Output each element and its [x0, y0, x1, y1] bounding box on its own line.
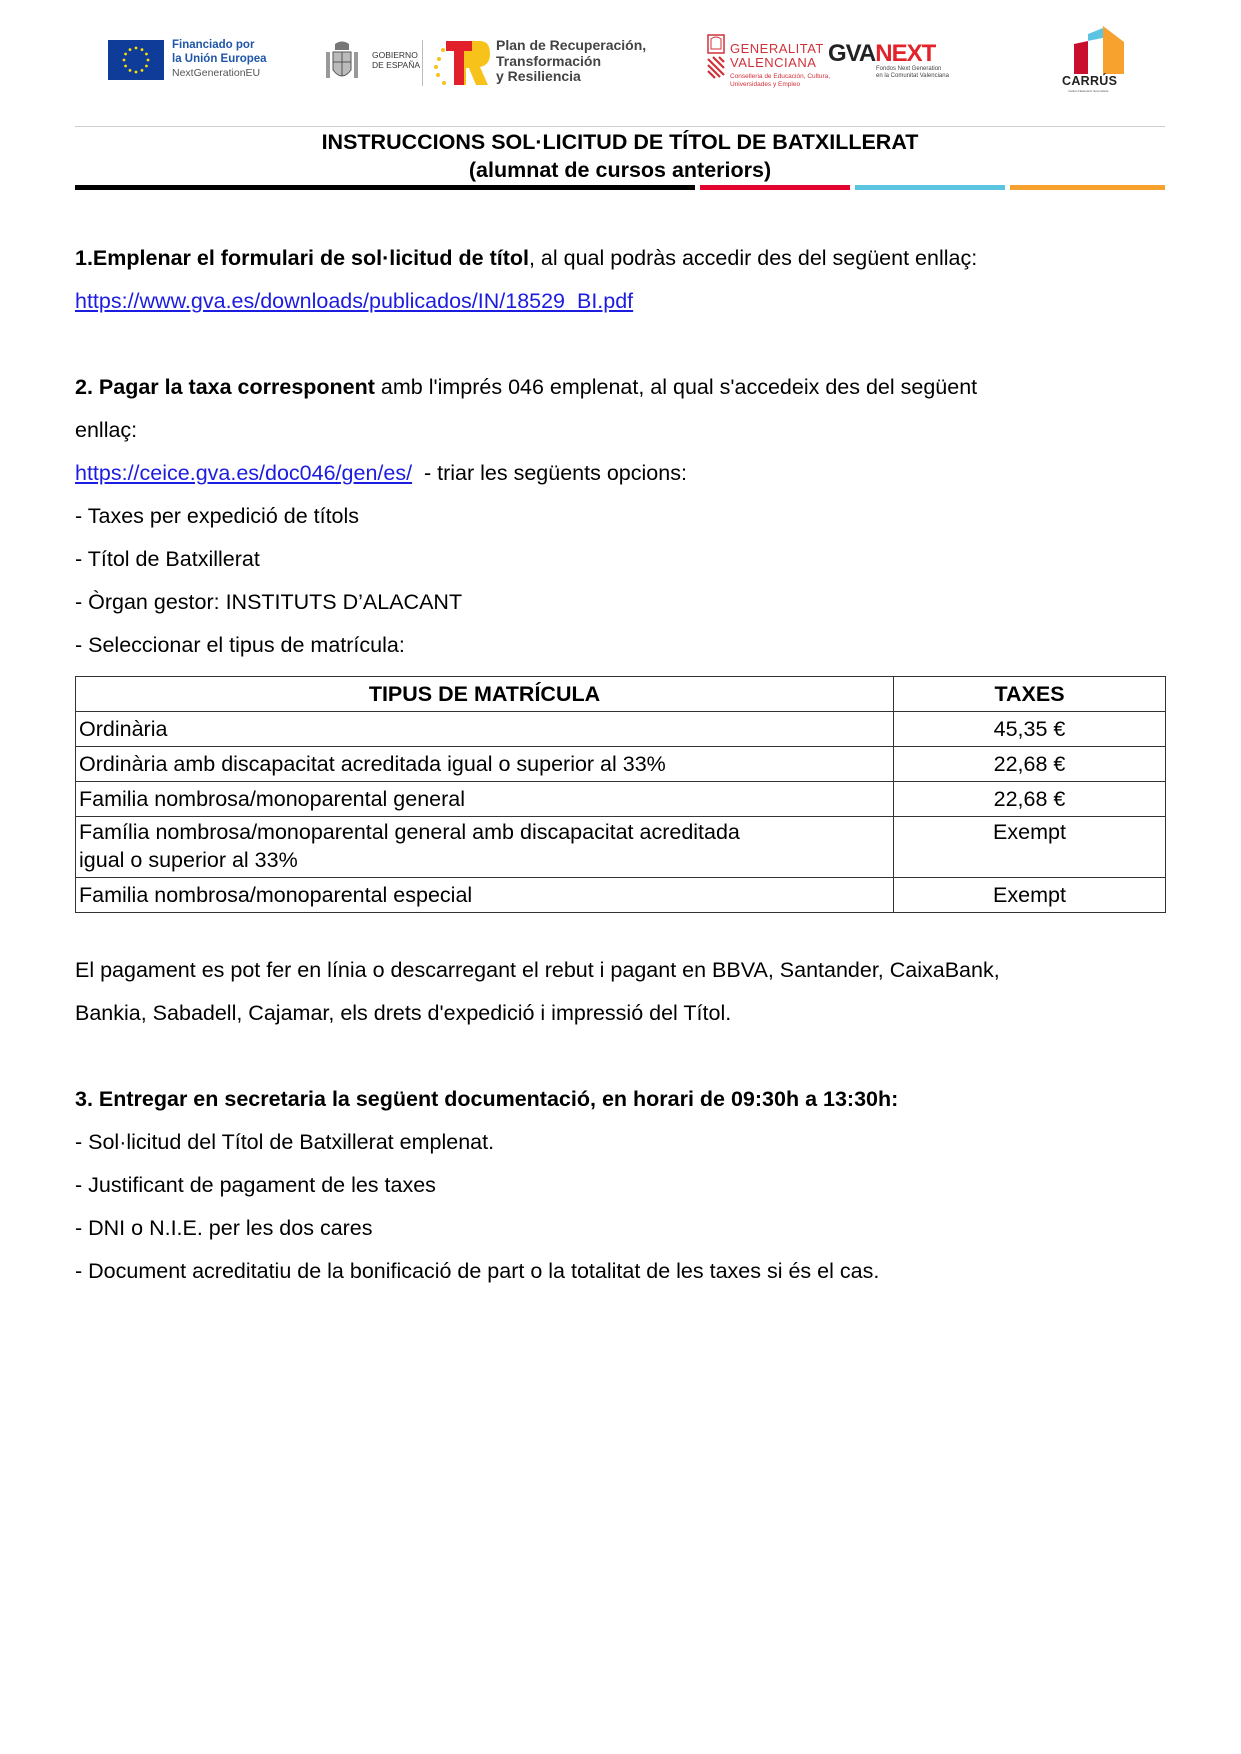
title-underline-black: [75, 185, 695, 190]
prtr-label: [496, 38, 646, 85]
title-underline-blue: [855, 185, 1005, 190]
carrus-building-logo-icon: [1070, 24, 1128, 74]
option-item: - Títol de Batxillerat: [75, 547, 260, 571]
row-type: Familia nombrosa/monoparental general: [76, 782, 894, 817]
payment-note-line2: Bankia, Sabadell, Cajamar, els drets d'expedició i impressió del Títol.: [75, 1001, 732, 1025]
row-fee: Exempt: [894, 878, 1166, 913]
prtr-line1: Plan de Recuperación,: [496, 37, 647, 53]
generalitat-shield-icon: [705, 33, 727, 81]
step3-bold: 3. Entregar en secretaria la següent documentació, en horari de 09:30h a 13:30h:: [75, 1087, 899, 1111]
row-type-line1: Família nombrosa/monoparental general amb discapacitat acreditada: [79, 820, 740, 844]
row-type: Familia nombrosa/monoparental especial: [76, 878, 894, 913]
option-item: - Òrgan gestor: INSTITUTS D’ALACANT: [75, 590, 463, 614]
step1-bold: 1.Emplenar el formulari de sol·licitud de títol: [75, 246, 529, 270]
gobierno-line2: DE ESPAÑA: [372, 60, 421, 70]
prtr-line2: Transformación: [496, 52, 602, 69]
row-type-line2: igual o superior al 33%: [79, 848, 298, 872]
generalitat-line2: VALENCIANA: [730, 55, 817, 70]
step1-heading: [75, 246, 977, 271]
eu-funding-label: [172, 38, 267, 80]
eu-text-line3: NextGenerationEU: [172, 67, 261, 79]
doc046-link[interactable]: https://ceice.gva.es/doc046/gen/es/: [75, 461, 413, 485]
table-row: [76, 712, 1166, 747]
payment-note-line1: El pagament es pot fer en línia o descarregant el rebut i pagant en BBVA, Santander, CaixaBank,: [75, 958, 1000, 982]
spain-coat-of-arms-icon: [325, 40, 359, 84]
step2-link-line: [75, 461, 687, 486]
step2-after-link: - triar les següents opcions:: [412, 461, 687, 485]
eu-flag-icon: [108, 40, 164, 80]
row-fee: 22,68 €: [894, 782, 1166, 817]
gvanext-sub1: Fondos Next Generation: [876, 66, 942, 72]
document-item: - Justificant de pagament de les taxes: [75, 1173, 436, 1197]
page-subtitle: (alumnat de cursos anteriors): [468, 158, 772, 182]
gobierno-line1: GOBIERNO: [372, 50, 418, 60]
row-type: [76, 817, 894, 878]
row-fee: 45,35 €: [894, 712, 1166, 747]
option-item: - Seleccionar el tipus de matrícula:: [75, 633, 405, 657]
conselleria-line1: Conselleria de Educación, Cultura,: [730, 73, 831, 80]
step2-bold: 2. Pagar la taxa corresponent: [75, 375, 375, 399]
header-tipus: TIPUS DE MATRÍCULA: [76, 677, 894, 712]
conselleria-label: [730, 73, 830, 89]
document-item: - Document acreditatiu de la bonificació de part o la totalitat de les taxes si és el cas.: [75, 1259, 880, 1283]
page-title: INSTRUCCIONS SOL·LICITUD DE TÍTOL DE BATXILLERAT: [321, 130, 919, 154]
table-row: [76, 747, 1166, 782]
row-type: Ordinària: [76, 712, 894, 747]
header-divider: [75, 126, 1165, 127]
step2-text-cont: enllaç:: [75, 418, 138, 442]
gvanext-logo: [828, 40, 935, 68]
eu-text-line1: Financiado por: [172, 39, 255, 51]
table-row: [76, 817, 1166, 878]
header-taxes: TAXES: [894, 677, 1166, 712]
gvanext-next: NEXT: [875, 40, 936, 67]
prtr-line3: y Resiliencia: [496, 68, 581, 84]
prtr-tr-logo-icon: [432, 37, 490, 87]
document-item: - Sol·licitud del Títol de Batxillerat emplenat.: [75, 1130, 495, 1154]
row-fee: Exempt: [894, 817, 1166, 878]
row-fee: 22,68 €: [894, 747, 1166, 782]
step2-heading: [75, 375, 977, 400]
title-underline-orange: [1010, 185, 1165, 190]
table-row: [76, 878, 1166, 913]
gvanext-subtitle: [876, 66, 949, 80]
document-item: - DNI o N.I.E. per les dos cares: [75, 1216, 373, 1240]
title-underline-red: [700, 185, 850, 190]
table-header-row: [76, 677, 1166, 712]
gobierno-label: [372, 50, 420, 70]
step1-text: , al qual podràs accedir des del següent enllaç:: [528, 246, 978, 270]
conselleria-line2: Universidades y Empleo: [730, 81, 801, 88]
option-item: - Taxes per expedició de títols: [75, 504, 360, 528]
generalitat-label: [730, 42, 824, 70]
fees-table: [75, 676, 1166, 913]
carrus-label: CARRÚS: [1062, 74, 1118, 88]
table-row: [76, 782, 1166, 817]
step2-text: amb l'imprés 046 emplenat, al qual s'accedeix des del següent: [374, 375, 978, 399]
generalitat-line1: GENERALITAT: [730, 41, 824, 56]
gvanext-gva: GVA: [828, 40, 876, 67]
gvanext-sub2: en la Comunitat Valenciana: [876, 73, 949, 79]
step3-heading: [75, 1087, 898, 1112]
eu-text-line2: la Unión Europea: [172, 53, 267, 65]
row-type: Ordinària amb discapacitat acreditada igual o superior al 33%: [76, 747, 894, 782]
form-download-link[interactable]: https://www.gva.es/downloads/publicados/IN/18529_BI.pdf: [75, 289, 634, 313]
logo-divider: [422, 40, 423, 86]
carrus-subtitle: Institut d'Educació Secundària: [1068, 89, 1109, 93]
